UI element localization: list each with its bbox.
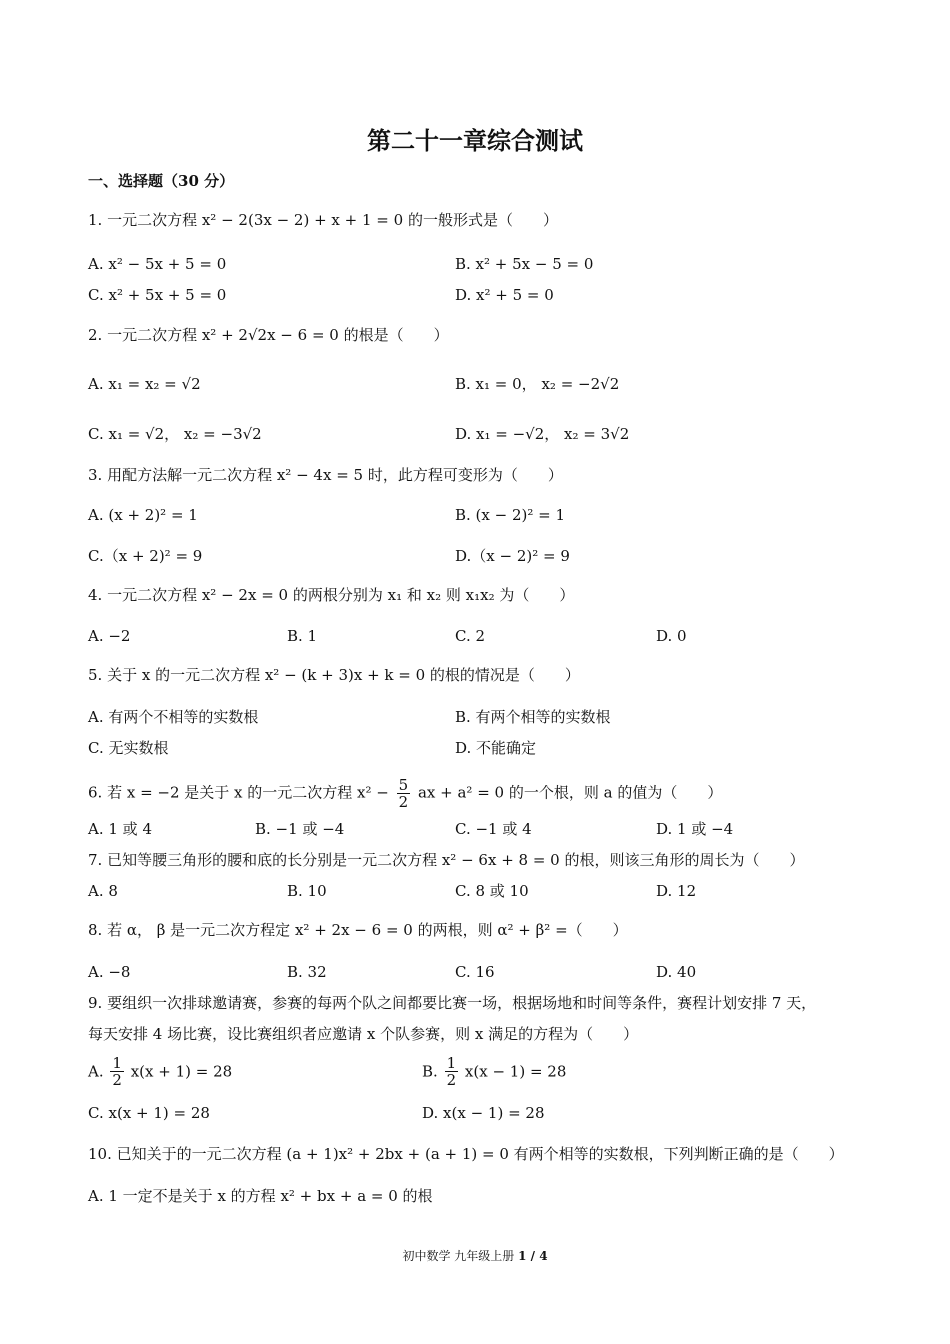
section-heading: 一、选择题（30 分） [88,172,235,190]
question-7-option-d: D. 12 [656,882,697,900]
question-5-stem: 5. 关于 x 的一元二次方程 x² − (k + 3)x + k = 0 的根的情况是（ ） [88,666,580,684]
option-label: B. [422,1062,438,1081]
question-6-option-a: A. 1 或 4 [88,820,152,838]
question-9-option-b [422,1055,566,1088]
question-6-stem-before: 6. 若 x = −2 是关于 x 的一元二次方程 x² − [88,783,389,802]
question-2-option-b: B. x₁ = 0， x₂ = −2√2 [455,375,620,393]
question-8-stem: 8. 若 α， β 是一元二次方程定 x² + 2x − 6 = 0 的两根，则 α² + β² =（ ） [88,921,628,939]
question-1-option-d: D. x² + 5 = 0 [455,286,554,304]
question-8-option-c: C. 16 [455,963,495,981]
question-9-option-b-fraction [445,1055,459,1088]
question-2-stem: 2. 一元二次方程 x² + 2√2x − 6 = 0 的根是（ ） [88,326,449,344]
fraction-denominator: 2 [398,793,409,811]
question-5-option-a: A. 有两个不相等的实数根 [88,708,259,726]
question-3-option-d: D.（x − 2)² = 9 [455,547,570,565]
question-4-option-d: D. 0 [656,627,687,645]
question-9-option-a-fraction [110,1055,124,1088]
question-6-stem-after: ax + a² = 0 的一个根，则 a 的值为（ ） [417,783,723,802]
option-label: A. [88,1062,104,1081]
question-1-option-c: C. x² + 5x + 5 = 0 [88,286,227,304]
question-9-stem-line-1: 9. 要组织一次排球邀请赛，参赛的每两个队之间都要比赛一场，根据场地和时间等条件，赛程计划安排 7 天， [88,994,817,1012]
question-6-option-b: B. −1 或 −4 [255,820,345,838]
question-9-option-d: D. x(x − 1) = 28 [422,1104,545,1122]
question-1-stem: 1. 一元二次方程 x² − 2(3x − 2) + x + 1 = 0 的一般形式是（ ） [88,211,558,229]
question-2-option-a: A. x₁ = x₂ = √2 [88,375,201,393]
option-expression: x(x − 1) = 28 [464,1062,567,1081]
question-7-option-a: A. 8 [88,882,118,900]
question-5-option-c: C. 无实数根 [88,739,169,757]
question-7-stem: 7. 已知等腰三角形的腰和底的长分别是一元二次方程 x² − 6x + 8 = 0 的根，则该三角形的周长为（ ） [88,851,805,869]
question-3-option-c: C.（x + 2)² = 9 [88,547,203,565]
question-8-option-a: A. −8 [88,963,131,981]
question-8-option-d: D. 40 [656,963,697,981]
question-2-option-c: C. x₁ = √2， x₂ = −3√2 [88,425,262,443]
question-6-option-d: D. 1 或 −4 [656,820,734,838]
question-4-option-c: C. 2 [455,627,486,645]
question-2-option-d: D. x₁ = −√2， x₂ = 3√2 [455,425,630,443]
question-9-option-a [88,1055,232,1088]
question-5-option-b: B. 有两个相等的实数根 [455,708,611,726]
fraction-denominator: 2 [446,1071,457,1089]
question-1-option-b: B. x² + 5x − 5 = 0 [455,255,594,273]
page-footer [0,1247,950,1264]
question-6-option-c: C. −1 或 4 [455,820,532,838]
fraction-numerator: 1 [446,1054,457,1072]
question-4-stem: 4. 一元二次方程 x² − 2x = 0 的两根分别为 x₁ 和 x₂ 则 x₁x₂ 为（ ） [88,586,575,604]
question-10-stem: 10. 已知关于的一元二次方程 (a + 1)x² + 2bx + (a + 1) = 0 有两个相等的实数根，下列判断正确的是（ ） [88,1145,844,1163]
fraction-denominator: 2 [112,1071,122,1089]
footer-text: 初中数学 九年级上册 [402,1249,515,1263]
question-3-option-b: B. (x − 2)² = 1 [455,506,566,524]
option-expression: x(x + 1) = 28 [130,1062,233,1081]
question-6-stem [88,777,722,810]
question-9-stem-line-2: 每天安排 4 场比赛，设比赛组织者应邀请 x 个队参赛，则 x 满足的方程为（ ） [88,1025,639,1043]
question-1-option-a: A. x² − 5x + 5 = 0 [88,255,227,273]
fraction-numerator: 5 [398,776,409,794]
question-7-option-b: B. 10 [287,882,327,900]
page-title: 第二十一章综合测试 [367,126,583,155]
question-10-option-a: A. 1 一定不是关于 x 的方程 x² + bx + a = 0 的根 [88,1187,433,1205]
question-3-option-a: A. (x + 2)² = 1 [88,506,198,524]
question-9-option-c: C. x(x + 1) = 28 [88,1104,210,1122]
question-8-option-b: B. 32 [287,963,327,981]
fraction-numerator: 1 [112,1054,122,1072]
question-5-option-d: D. 不能确定 [455,739,537,757]
question-6-fraction [397,777,411,810]
question-4-option-a: A. −2 [88,627,131,645]
question-3-stem: 3. 用配方法解一元二次方程 x² − 4x = 5 时，此方程可变形为（ ） [88,466,563,484]
page-number: 1 / 4 [518,1249,548,1263]
question-7-option-c: C. 8 或 10 [455,882,529,900]
question-4-option-b: B. 1 [287,627,318,645]
